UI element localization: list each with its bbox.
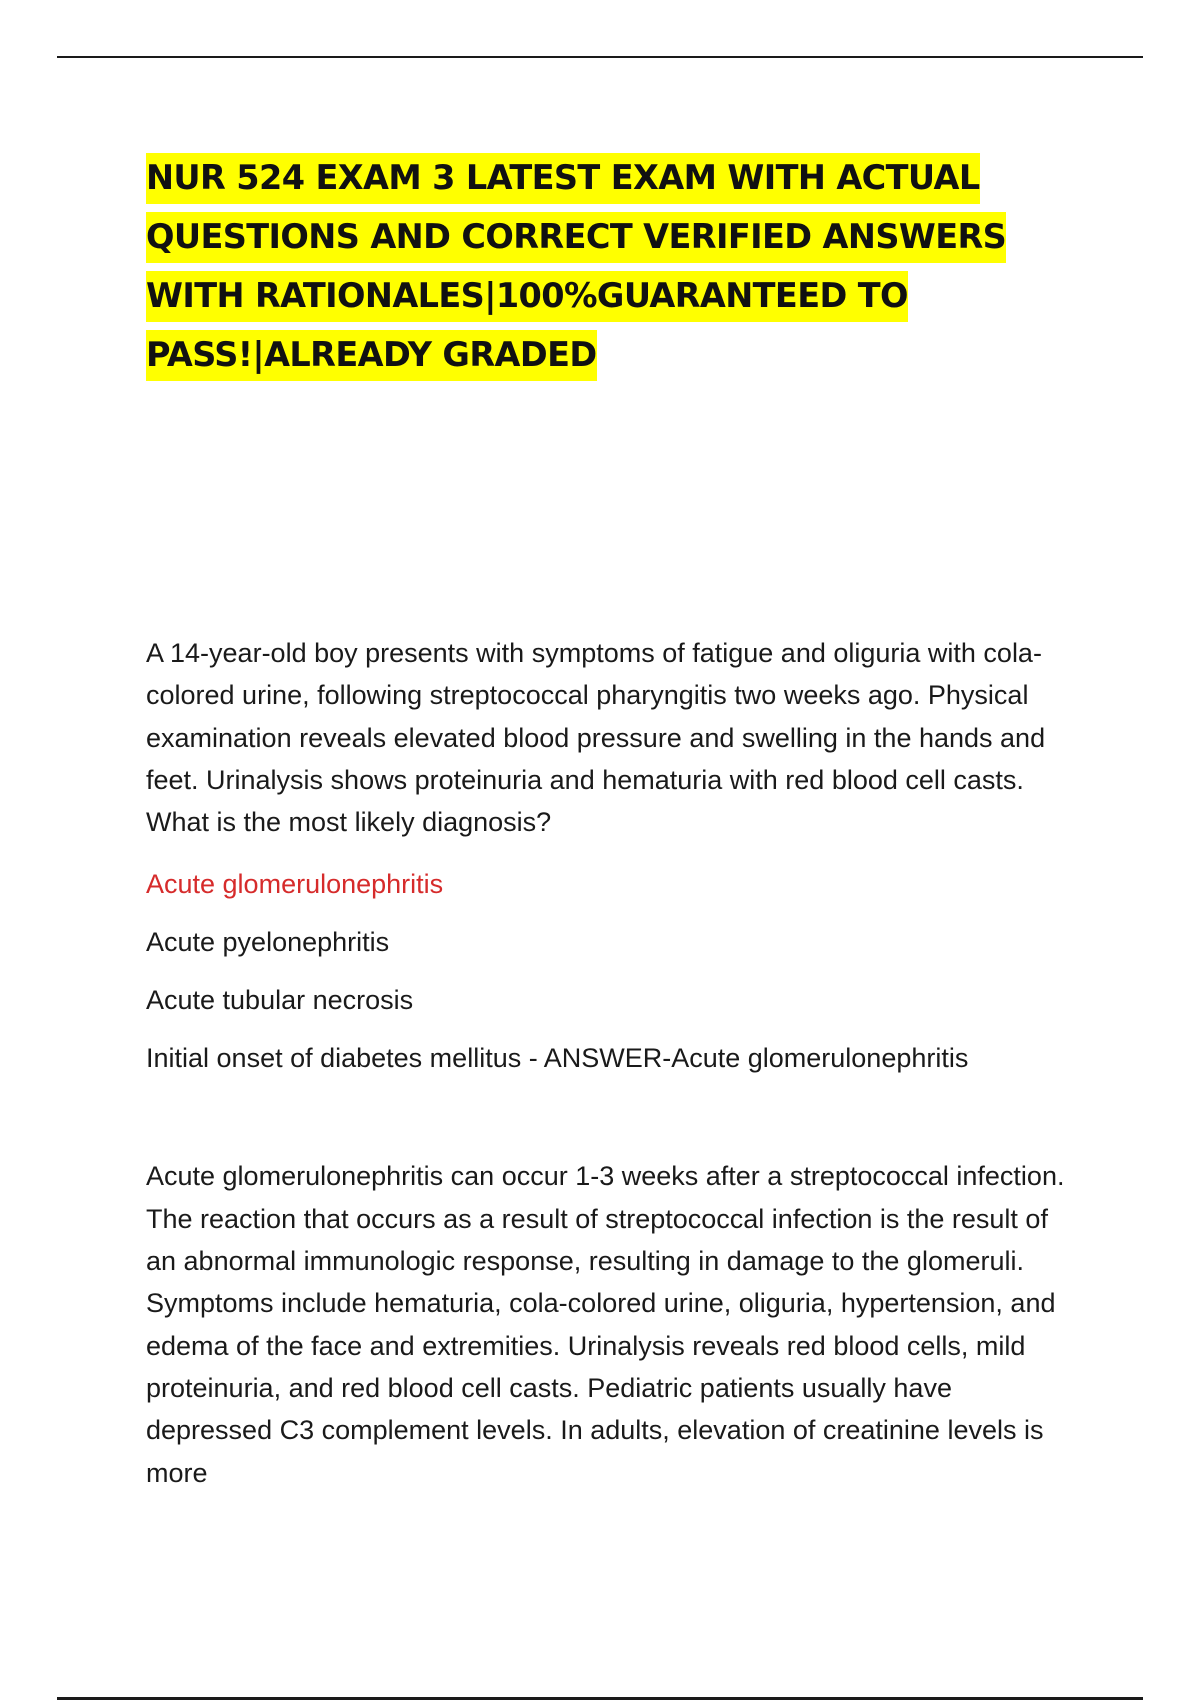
rationale-text: Acute glomerulonephritis can occur 1-3 weeks after a streptococcal infection. The reaction that occurs as a result of streptococcal infection is the result of an abnormal immunologic response, resulting in damage to the glomeruli. Symptoms include hematuria, cola-colored urine, oliguria, hypertension, and edema of the face and extremities. Urinalysis reveals red blood cells, mild proteinuria, and red blood cell casts. Pediatric patients usually have depressed C3 complement levels. In adults, elevation of creatinine levels is more xyxy=(146,1161,1065,1488)
title-highlight: NUR 524 EXAM 3 LATEST EXAM WITH ACTUAL QUESTIONS AND CORRECT VERIFIED ANSWERS WITH RATIONALES|100%GUARANTEED TO PASS!|ALREADY GRADED xyxy=(146,153,1006,381)
answer-option-correct: Acute glomerulonephritis xyxy=(146,869,444,900)
document-title xyxy=(146,148,1076,384)
answer-option-with-key: Initial onset of diabetes mellitus - ANSWER-Acute glomerulonephritis xyxy=(146,1043,969,1074)
answer-option: Acute tubular necrosis xyxy=(146,985,414,1016)
question-text: A 14-year-old boy presents with symptoms of fatigue and oliguria with cola-colored urine, following streptococcal pharyngitis two weeks ago. Physical examination reveals elevated blood pressure and swelling in the hands and feet. Urinalysis shows proteinuria and hematuria with red blood cell casts. What is the most likely diagnosis? xyxy=(146,638,1046,838)
document-body xyxy=(146,632,1076,1494)
top-divider xyxy=(57,56,1143,58)
answer-option: Acute pyelonephritis xyxy=(146,927,390,958)
